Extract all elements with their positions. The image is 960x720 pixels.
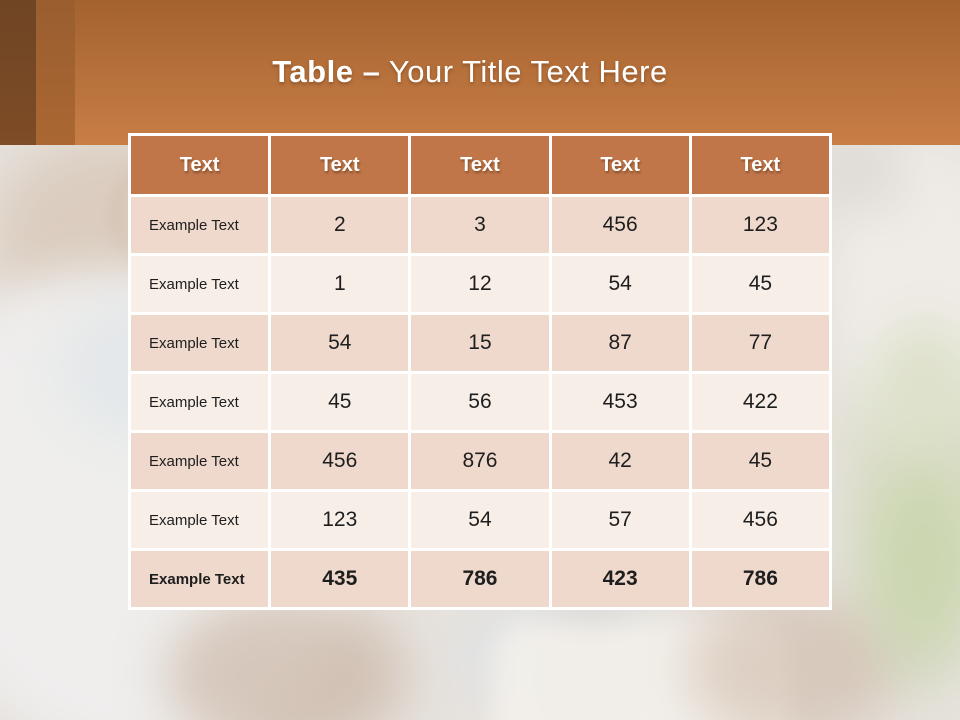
value-cell: 3 <box>411 197 548 253</box>
table-row <box>131 315 829 371</box>
value-cell: 435 <box>271 551 408 607</box>
title-suffix: Your Title Text Here <box>388 54 668 89</box>
value-cell: 422 <box>692 374 829 430</box>
value-cell: 2 <box>271 197 408 253</box>
value-cell: 423 <box>552 551 689 607</box>
value-cell: 456 <box>692 492 829 548</box>
title-prefix: Table <box>272 54 354 89</box>
value-cell: 54 <box>271 315 408 371</box>
value-cell: 12 <box>411 256 548 312</box>
value-cell: 42 <box>552 433 689 489</box>
value-cell: 123 <box>271 492 408 548</box>
value-cell: 45 <box>692 433 829 489</box>
table-body <box>131 197 829 607</box>
row-label-cell: Example Text <box>131 256 268 312</box>
value-cell: 87 <box>552 315 689 371</box>
value-cell: 1 <box>271 256 408 312</box>
header-cell: Text <box>411 136 548 194</box>
row-label-cell: Example Text <box>131 315 268 371</box>
value-cell: 77 <box>692 315 829 371</box>
value-cell: 876 <box>411 433 548 489</box>
value-cell: 786 <box>692 551 829 607</box>
row-label-cell: Example Text <box>131 197 268 253</box>
value-cell: 786 <box>411 551 548 607</box>
header-cell: Text <box>271 136 408 194</box>
table-row <box>131 433 829 489</box>
value-cell: 57 <box>552 492 689 548</box>
value-cell: 45 <box>271 374 408 430</box>
value-cell: 123 <box>692 197 829 253</box>
value-cell: 56 <box>411 374 548 430</box>
table-row <box>131 256 829 312</box>
row-label-cell: Example Text <box>131 374 268 430</box>
header-cell: Text <box>131 136 268 194</box>
table-header-row <box>131 136 829 194</box>
value-cell: 453 <box>552 374 689 430</box>
table-row <box>131 374 829 430</box>
table-row <box>131 492 829 548</box>
data-table <box>128 133 832 610</box>
value-cell: 456 <box>271 433 408 489</box>
row-label-cell: Example Text <box>131 492 268 548</box>
header-cell: Text <box>692 136 829 194</box>
title-dash: – <box>362 54 381 89</box>
row-label-cell: Example Text <box>131 551 268 607</box>
value-cell: 54 <box>552 256 689 312</box>
table-row <box>131 197 829 253</box>
header-cell: Text <box>552 136 689 194</box>
value-cell: 54 <box>411 492 548 548</box>
value-cell: 15 <box>411 315 548 371</box>
value-cell: 456 <box>552 197 689 253</box>
row-label-cell: Example Text <box>131 433 268 489</box>
slide-title <box>0 54 940 90</box>
value-cell: 45 <box>692 256 829 312</box>
table-row <box>131 551 829 607</box>
